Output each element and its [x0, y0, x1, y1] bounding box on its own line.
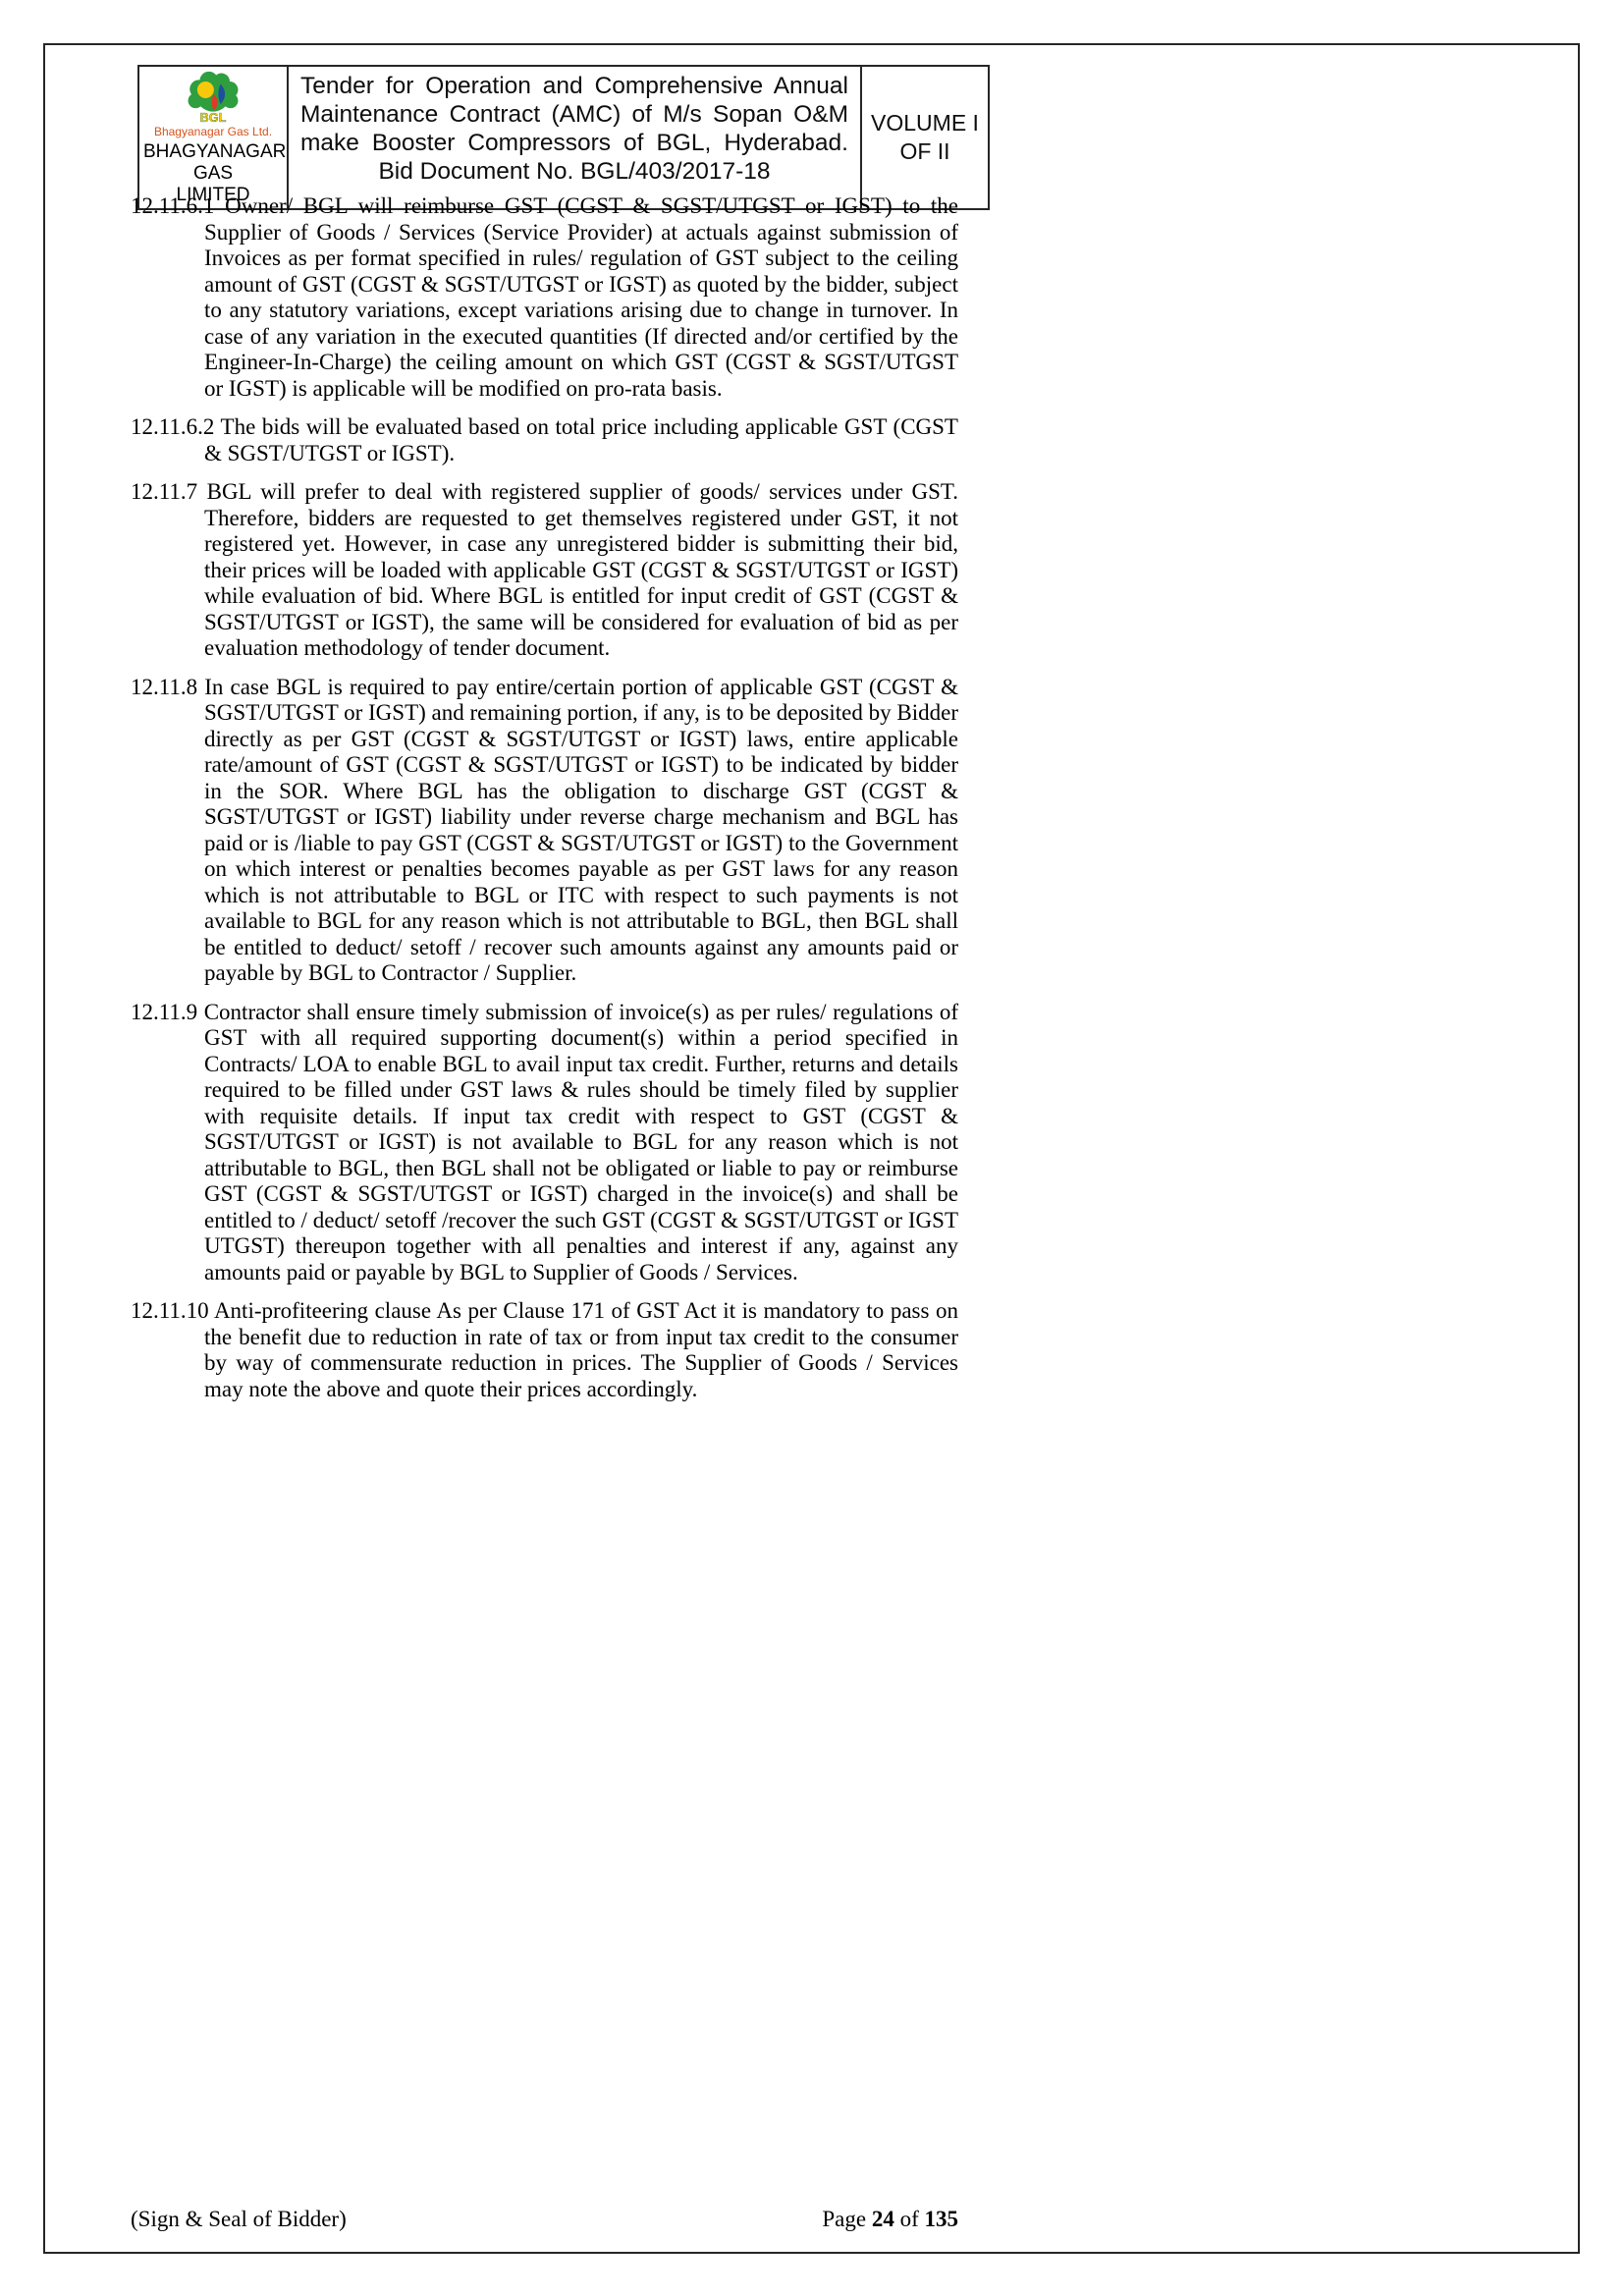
clause-number: 12.11.10 [131, 1298, 209, 1323]
clause-item [131, 675, 958, 987]
clause-item [131, 479, 958, 662]
logo-caption: Bhagyanagar Gas Ltd. [153, 125, 273, 138]
sign-seal-label: (Sign & Seal of Bidder) [131, 2207, 347, 2231]
clause-number: 12.11.9 [131, 999, 198, 1024]
bid-document-number: Bid Document No. BGL/403/2017-18 [378, 158, 771, 185]
document-title-cell [289, 67, 862, 208]
page-indicator [822, 2207, 958, 2232]
clause-text: Owner/ BGL will reimburse GST (CGST & SGST/UTGST or IGST) to the Supplier of Goods / Services (Service Provider) at actuals against submission of Invoices as per format specified in rules/ regulation of GST subject to the ceiling amount of GST (CGST & SGST/UTGST or IGST) as quoted by the bidder, subject to any statutory variations, except variations arising due to change in turnover. In case of any variation in the executed quantities (If directed and/or certified by the Engineer-In-Charge) the ceiling amount on which GST (CGST & SGST/UTGST or IGST) is applicable will be modified on pro-rata basis. [204, 193, 959, 401]
clause-text: In case BGL is required to pay entire/certain portion of applicable GST (CGST & SGST/UTGST or IGST) and remaining portion, if any, is to be deposited by Bidder directly as per GST (CGST & SGST/UTGST or IGST) laws, entire applicable rate/amount of GST (CGST & SGST/UTGST or IGST) to be indicated by bidder in the SOR. Where BGL has the obligation to discharge GST (CGST & SGST/UTGST or IGST) liability under reverse charge mechanism and BGL has paid or is /liable to pay GST (CGST & SGST/UTGST or IGST) to the Government on which interest or penalties becomes payable as per GST laws for any reason which is not attributable to BGL or ITC with respect to such payments is not available to BGL for any reason which is not attributable to BGL, then BGL shall be entitled to deduct/ setoff / recover such amounts against any amounts paid or payable by BGL to Contractor / Supplier. [204, 674, 958, 985]
volume-line2: OF II [899, 138, 950, 164]
clause-number: 12.11.7 [131, 479, 198, 504]
page-word: Page [822, 2207, 867, 2231]
clause-item [131, 1298, 958, 1402]
document-body [131, 193, 958, 1415]
clause-number: 12.11.6.1 [131, 193, 215, 218]
clause-text: Contractor shall ensure timely submission of invoice(s) as per rules/ regulations of GST with all required supporting document(s) within a period specified in Contracts/ LOA to enable BGL to avail input tax credit. Further, returns and details required to be filled under GST laws & rules should be timely filed by supplier with requisite details. If input tax credit with respect to GST (CGST & SGST/UTGST or IGST) is not available to BGL for any reason which is not attributable to BGL, then BGL shall not be obligated or liable to pay or reimburse GST (CGST & SGST/UTGST or IGST) charged in the invoice(s) and shall be entitled to / deduct/ setoff /recover the such GST (CGST & SGST/UTGST or IGST UTGST) thereupon together with all penalties and interest if any, against any amounts paid or payable by BGL to Supplier of Goods / Services. [203, 999, 958, 1285]
logo-monogram: BGL [199, 109, 227, 125]
clause-text: The bids will be evaluated based on total price including applicable GST (CGST & SGST/UTGST or IGST). [204, 414, 958, 465]
clause-item [131, 414, 958, 466]
logo-cell [139, 67, 289, 208]
company-name-line2: LIMITED [176, 185, 250, 205]
clause-item [131, 1000, 958, 1286]
document-title: Tender for Operation and Comprehensive Annual Maintenance Contract (AMC) of M/s Sopan O&M make Booster Compressors of BGL, Hyderabad. [300, 73, 848, 156]
clause-text: Anti-profiteering clause As per Clause 171 of GST Act it is mandatory to pass on the benefit due to reduction in rate of tax or from input tax credit to the consumer by way of commensurate reduction in prices. The Supplier of Goods / Services may note the above and quote their prices accordingly. [204, 1298, 958, 1401]
clause-item [131, 193, 958, 402]
volume-cell [862, 67, 988, 208]
total-pages: 135 [924, 2207, 958, 2231]
page-number: 24 [871, 2207, 894, 2231]
header-table [137, 65, 990, 210]
of-word: of [899, 2207, 919, 2231]
volume-line1: VOLUME I [871, 110, 979, 136]
clause-number: 12.11.6.2 [131, 414, 215, 439]
clause-text: BGL will prefer to deal with registered supplier of goods/ services under GST. Therefore, bidders are requested to get themselves registered under GST, it not registered yet. However, in case any unregistered bidder is submitting their bid, their prices will be loaded with applicable GST (CGST & SGST/UTGST or IGST) while evaluation of bid. Where BGL is entitled for input credit of GST (CGST & SGST/UTGST or IGST), the same will be considered for evaluation of bid as per evaluation methodology of tender document. [204, 479, 959, 660]
bgl-logo [168, 71, 258, 126]
company-name-line1: BHAGYANAGAR GAS [143, 141, 287, 184]
clause-number: 12.11.8 [131, 674, 198, 699]
page-footer [131, 2207, 958, 2232]
